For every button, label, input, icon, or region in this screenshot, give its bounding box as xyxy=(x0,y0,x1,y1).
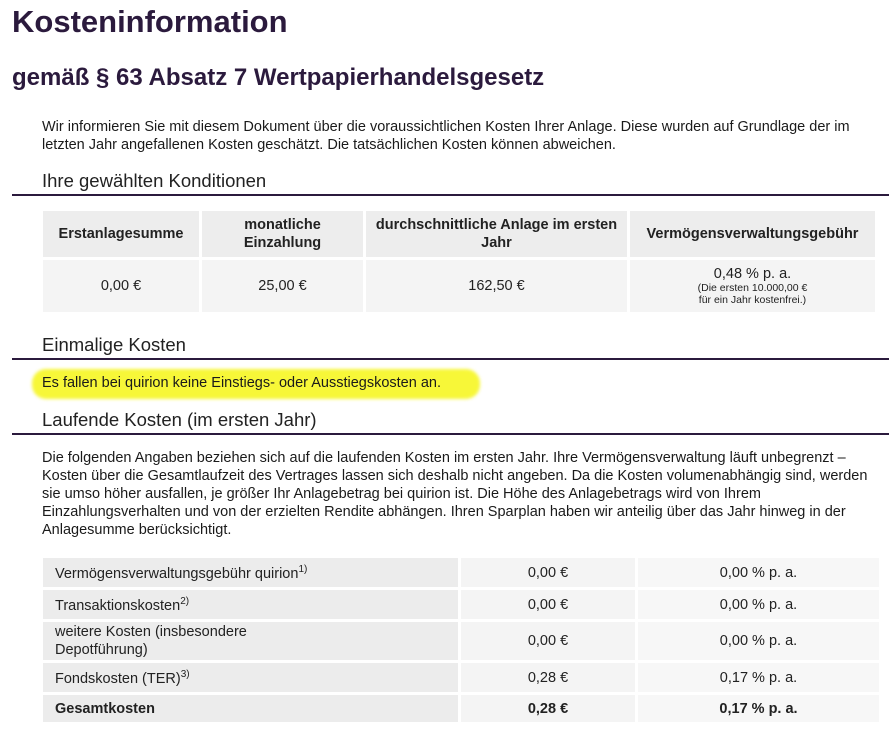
cost-amount: 0,00 € xyxy=(461,622,635,660)
section-one-time-heading: Einmalige Kosten xyxy=(42,334,186,355)
table-row xyxy=(43,622,879,660)
section-divider xyxy=(12,358,889,360)
total-percent: 0,17 % p. a. xyxy=(638,695,879,722)
cost-percent: 0,17 % p. a. xyxy=(638,663,879,692)
value-management-fee xyxy=(630,260,875,312)
cost-percent: 0,00 % p. a. xyxy=(638,590,879,619)
cost-percent: 0,00 % p. a. xyxy=(638,558,879,587)
section-running-heading: Laufende Kosten (im ersten Jahr) xyxy=(42,409,317,430)
intro-text: Wir informieren Sie mit diesem Dokument über die voraussichtlichen Kosten Ihrer Anlage. Diese wurden auf Grundlage der im letzten Jahr angefallenen Kosten geschätzt. Die tatsächlichen Kosten können abweichen. xyxy=(42,119,850,153)
page-title: Kosteninformation xyxy=(12,4,288,39)
footnote-ref: 3) xyxy=(180,668,190,680)
total-amount: 0,28 € xyxy=(461,695,635,722)
cost-amount: 0,00 € xyxy=(461,558,635,587)
header-monthly-payment: monatliche Einzahlung xyxy=(202,211,363,257)
value-monthly-payment: 25,00 € xyxy=(202,260,363,312)
header-average-investment: durchschnittliche Anlage im ersten Jahr xyxy=(366,211,627,257)
header-initial-sum: Erstanlagesumme xyxy=(43,211,199,257)
section-divider xyxy=(12,433,889,435)
fee-rate: 0,48 % p. a. xyxy=(713,266,792,282)
fee-note-line1: (Die ersten 10.000,00 € xyxy=(697,282,808,294)
table-row xyxy=(43,663,879,692)
footnote-ref: 1) xyxy=(298,563,308,575)
table-row xyxy=(43,590,879,619)
section-divider xyxy=(12,194,889,196)
cost-label: Fondskosten (TER)$^{3)}$ xyxy=(43,663,458,692)
footnote-ref: 2) xyxy=(180,595,190,607)
page-subtitle: gemäß § 63 Absatz 7 Wertpapierhandelsgesetz xyxy=(12,64,545,91)
total-row xyxy=(43,695,879,722)
one-time-costs-text: Es fallen bei quirion keine Einstiegs- oder Ausstiegskosten an. xyxy=(42,375,441,391)
cost-label: Vermögensverwaltungsgebühr quirion$^{1)}$ xyxy=(43,558,458,587)
table-row xyxy=(43,558,879,587)
cost-label: weitere Kosten (insbesondere Depotführung) xyxy=(43,622,458,660)
total-label: Gesamtkosten xyxy=(43,695,458,722)
section-conditions-heading: Ihre gewählten Konditionen xyxy=(42,170,267,191)
cost-label: Transaktionskosten$^{2)}$ xyxy=(43,590,458,619)
cost-percent: 0,00 % p. a. xyxy=(638,622,879,660)
conditions-table xyxy=(40,208,878,315)
header-management-fee: Vermögensverwaltungsgebühr xyxy=(630,211,875,257)
value-initial-sum: 0,00 € xyxy=(43,260,199,312)
value-average-investment: 162,50 € xyxy=(366,260,627,312)
running-costs-text: Die folgenden Angaben beziehen sich auf die laufenden Kosten im ersten Jahr. Ihre Vermögensverwaltung läuft unbegrenzt – Kosten über die Gesamtlaufzeit des Vertrages lassen sich deshalb nicht angeben. Da die Kosten volumenabhängig sind, werden sie umso höher ausfallen, je größer Ihr Anlagebetrag bei quirion ist. Die Höhe des Anlagebetrags wird von Ihrem Einzahlungsverhalten und von der erzielten Rendite abhängen. Ihren Sparplan haben wir anteilig über das Jahr hinweg in der Anlagesumme berücksichtigt. xyxy=(42,450,868,538)
fee-note-line2: für ein Jahr kostenfrei.) xyxy=(698,294,807,306)
conditions-header-row xyxy=(43,211,875,257)
cost-amount: 0,28 € xyxy=(461,663,635,692)
conditions-value-row xyxy=(43,260,875,312)
cost-amount: 0,00 € xyxy=(461,590,635,619)
running-costs-table xyxy=(40,555,882,725)
